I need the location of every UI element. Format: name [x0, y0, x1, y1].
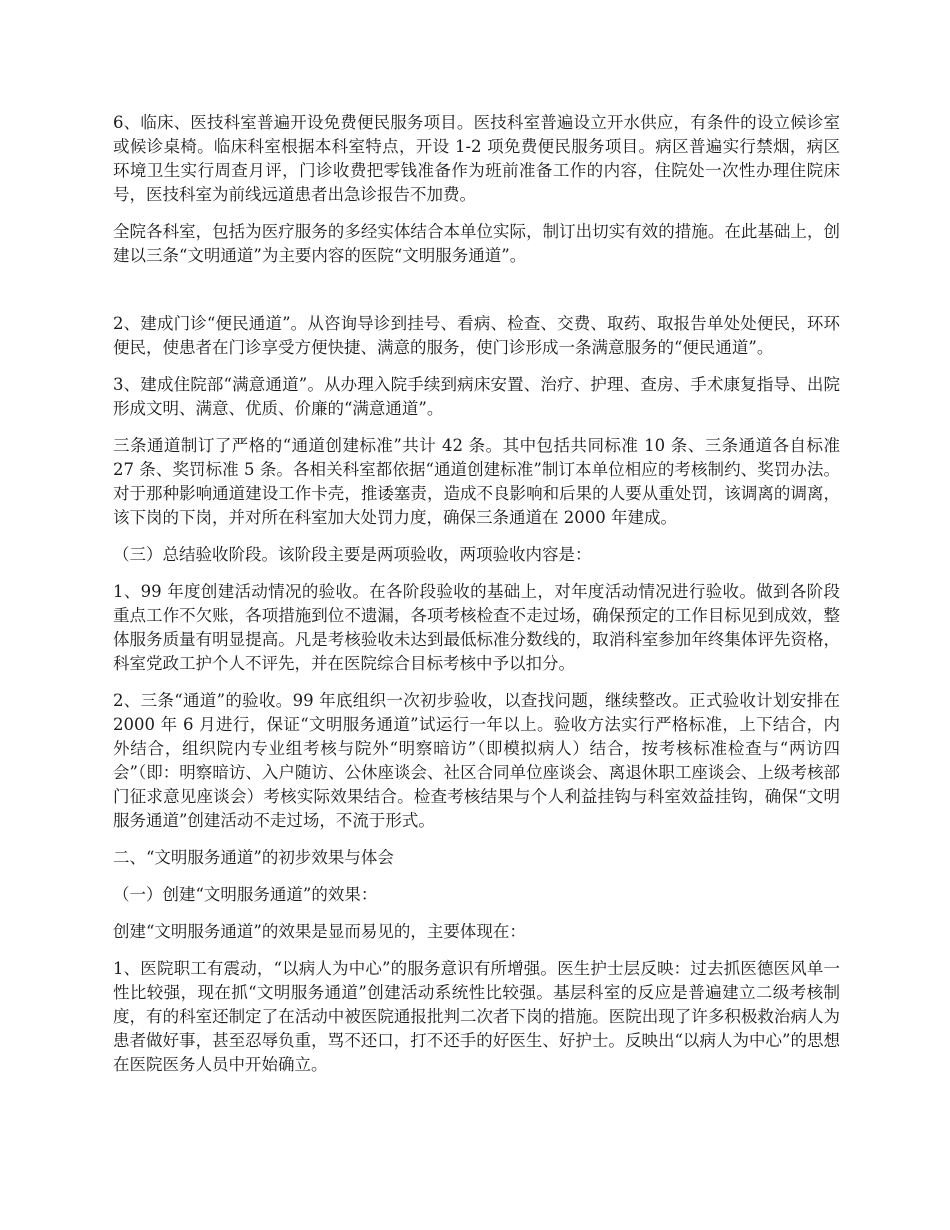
subsection-heading-effects: （一）创建“文明服务通道”的效果：	[113, 885, 378, 904]
paragraph-effects-intro: 创建“文明服务通道”的效果是显而易见的，主要体现在：	[113, 922, 526, 941]
paragraph-stage-3-heading: （三）总结验收阶段。该阶段主要是两项验收，两项验收内容是：	[113, 545, 592, 564]
paragraph-item-3-inpatient-channel: 3、建成住院部“满意通道”。从办理入院手续到病床安置、治疗、护理、查房、手术康复指导、出院形成文明、满意、优质、价廉的“满意通道”。	[113, 375, 840, 418]
paragraph-item-2-channel-acceptance: 2、三条“通道”的验收。99 年底组织一次初步验收，以查找问题，继续整改。正式验收计划安排在 2000 年 6 月进行，保证“文明服务通道”试运行一年以上。验收方法实行严格标准，上下结合，内外结合，组织院内专业组考核与院外“明察暗访”（即模拟病人）结合，按考核标准检查与“两访四会”（即：明察暗访、入户随访、公休座谈会、社区合同单位座谈会、离退休职工座谈会、上级考核部门征求意见座谈会）考核实际效果结合。检查考核结果与个人利益挂钩与科室效益挂钩，确保“文明服务通道”创建活动不走过场，不流于形式。	[113, 691, 840, 830]
paragraph-item-1-annual-acceptance: 1、99 年度创建活动情况的验收。在各阶段验收的基础上，对年度活动情况进行验收。做到各阶段重点工作不欠账，各项措施到位不遗漏，各项考核检查不走过场，确保预定的工作目标见到成效，整体服务质量有明显提高。凡是考核验收未达到最低标准分数线的，取消科室参加年终集体评先资格，科室党政工护个人不评先，并在医院综合目标考核中予以扣分。	[113, 582, 840, 673]
document-body	[113, 111, 840, 1090]
paragraph-civilized-channel-intro: 全院各科室，包括为医疗服务的多经实体结合本单位实际，制订出切实有效的措施。在此基础上，创建以三条“文明通道”为主要内容的医院“文明服务通道”。	[113, 222, 840, 265]
paragraph-channel-standards: 三条通道制订了严格的“通道创建标准”共计 42 条。其中包括共同标准 10 条、三条通道各自标准 27 条、奖罚标准 5 条。各相关科室都依据“通道创建标准”制订本单位相应的考核制约、奖罚办法。对于那种影响通道建设工作卡壳，推诿塞责，造成不良影响和后果的人要从重处罚，该调离的调离，该下岗的下岗，并对所在科室加大处罚力度，确保三条通道在 2000 年建成。	[113, 436, 840, 527]
paragraph-item-1-staff-awareness: 1、医院职工有震动，“以病人为中心”的服务意识有所增强。医生护士层反映：过去抓医德医风单一性比较强，现在抓“文明服务通道”创建活动系统性比较强。基层科室的反应是普遍建立二级考核制度，有的科室还制定了在活动中被医院通报批判二次者下岗的措施。医院出现了许多积极救治病人为患者做好事，甚至忍辱负重，骂不还口，打不还手的好医生、好护士。反映出“以病人为中心”的思想在医院医务人员中开始确立。	[113, 959, 840, 1074]
paragraph-item-6-free-services: 6、临床、医技科室普遍开设免费便民服务项目。医技科室普遍设立开水供应，有条件的设立候诊室或候诊桌椅。临床科室根据本科室特点，开设 1-2 项免费便民服务项目。病区普遍实行禁烟，病区环境卫生实行周查月评，门诊收费把零钱准备作为班前准备工作的内容，住院处一次性办理住院床号，医技科室为前线远道患者出急诊报告不加费。	[113, 113, 840, 204]
section-heading-effects: 二、“文明服务通道”的初步效果与体会	[113, 848, 394, 867]
paragraph-item-2-outpatient-channel: 2、建成门诊“便民通道”。从咨询导诊到挂号、看病、检查、交费、取药、取报告单处处便民，环环便民，使患者在门诊享受方便快捷、满意的服务，使门诊形成一条满意服务的“便民通道”。	[113, 314, 840, 357]
